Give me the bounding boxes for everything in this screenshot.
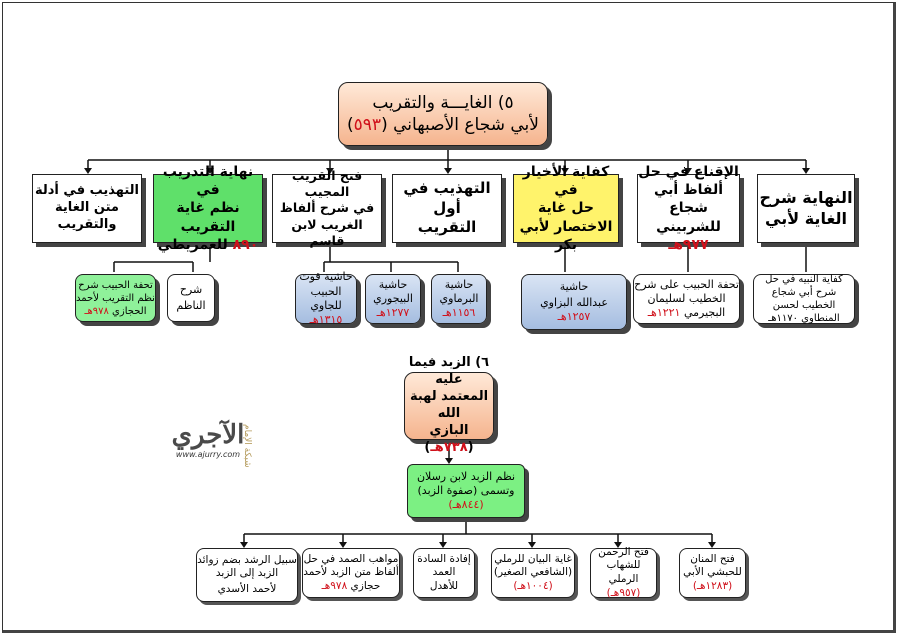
l2-tuhfa-nazm-box	[75, 274, 156, 322]
l3-rahman-year: (٩٥٧هـ)	[606, 586, 641, 599]
l2-nazim-line1: شرح	[179, 282, 203, 296]
l2-hashiyat-bazawi-box	[521, 274, 627, 330]
nazm-line1: نظم الزبد لابن رسلان	[416, 469, 516, 483]
l2-qut-line3: للجاوي	[310, 299, 342, 312]
l2-nazim-line2: الناظم	[176, 299, 206, 312]
l2-bajuri-box	[365, 274, 421, 324]
l3-mawahib-line1: مواهب الصمد في حل	[303, 552, 399, 565]
l2-kifayat-line1: كفاية النبيه في حل	[765, 274, 843, 285]
l1-tadrib-line3: ٨٩٠ للعمريطي	[157, 236, 259, 253]
l3-rahman-line1: فتح الرحمن	[598, 545, 649, 558]
l1-fath-line3: الغريب لابن قاسم	[291, 216, 363, 248]
l1-iqna-year: ٩٧٧هـ	[668, 236, 709, 253]
l2-tuhfa-line3: البجيرمي ١٢٢١هـ	[647, 306, 726, 320]
l1-tahdhib-line1: التهذيب في أول	[403, 179, 491, 217]
l1-iqna-box	[637, 164, 740, 253]
l1-adilla-line2: متن الغاية	[55, 200, 119, 216]
l1-kifaya-box	[513, 164, 619, 253]
l1-fath-line1: فتح القريب المجيب	[291, 167, 363, 200]
zubad-line2: المعتمد لهبة الله	[409, 389, 489, 421]
l1-nihaya-box	[757, 174, 855, 243]
zubad-line1: ٦) الزبد فيما عليه	[408, 355, 490, 388]
l3-ghayat-bayan-box	[491, 548, 575, 598]
l1-iqna-line3: للشربيني ٩٧٧هـ	[656, 218, 721, 253]
l3-sabil-line1: سبيل الرشد بضم زوائد	[197, 553, 297, 566]
l1-adilla-box	[32, 174, 142, 243]
l3-rahman-line2: للشهاب الرملي	[606, 559, 641, 585]
l2-kifayat-line3: الخطيب لحسن	[772, 300, 836, 311]
top-title-box	[338, 82, 548, 146]
l1-fath-line2: في شرح ألفاظ	[279, 200, 375, 216]
l2-bajuri-year: ١٢٧٧هـ	[376, 306, 410, 320]
l1-iqna-line2: ألفاظ أبي شجاع	[653, 182, 724, 217]
l3-ifadat-sada-box	[413, 548, 475, 598]
l2-barmawi-year: ١١٥٦هـ	[442, 306, 476, 320]
l2-tuhfa-line2: الخطيب لسليمان	[647, 291, 726, 305]
l1-tadrib-year: ٨٩٠	[232, 236, 259, 253]
l1-tadrib-line2: نظم غاية التقريب	[176, 200, 240, 235]
l1-nihaya-line1: النهاية شرح	[759, 187, 853, 207]
top-year: ٥٩٣	[353, 115, 382, 135]
l1-nihaya-line2: الغاية لأبي	[765, 208, 847, 228]
l3-mawahib-line3: حجازي ٩٧٨هـ	[321, 579, 381, 592]
l2-kifayat-nabih-box	[753, 274, 855, 324]
l3-ifada-line1: إفادة السادة	[417, 552, 471, 565]
l3-bayan-line1: غاية البيان للرملي	[494, 552, 572, 565]
l2-bazawi-line2: عبدالله البزاوي	[540, 295, 608, 309]
l3-mawahib-year: ٩٧٨هـ	[321, 579, 348, 592]
l3-sabil-line2: الزبد إلى الزبد	[215, 567, 279, 580]
l1-adilla-line1: التهذيب في أدلة	[35, 183, 139, 199]
l3-mawahib-samad-box	[302, 548, 400, 598]
l2-qut-line1: حاشية قوت	[299, 270, 353, 284]
l2-bazawi-line1: حاشية	[559, 279, 589, 293]
l1-kifaya-line3: الاختصار لأبي بكر	[519, 218, 613, 253]
l3-ifada-line3: للأهدل	[429, 579, 459, 592]
l1-kifaya-line1: كفاية الأخيار في	[522, 164, 610, 199]
l3-sabil-line3: لأحمد الأسدي	[217, 582, 277, 595]
ajurry-logo	[168, 420, 252, 492]
l2-tuhfa-year: ١٢٢١هـ	[647, 306, 681, 320]
l1-iqna-line1: الإقناع في حل	[638, 164, 739, 181]
top-title-line1: ٥) الغايـــة والتقريب	[372, 92, 514, 113]
l1-fath-box	[272, 167, 382, 248]
l2-bajuri-line1: حاشية	[378, 277, 408, 291]
nazm-zubad-box	[407, 464, 525, 518]
l1-tadrib-line1: نهاية التدريب في	[162, 164, 254, 199]
l2-barmawi-box	[431, 274, 487, 324]
l2-kifayat-line2: شرح أبي شجاع	[771, 287, 837, 298]
l3-fath-rahman-box	[590, 545, 657, 599]
l2-bazawi-year: ١٢٥٧هـ	[557, 310, 591, 324]
l2-tuhfa-nazm-line1: تحفة الحبيب شرح	[78, 279, 153, 291]
l2-barmawi-line1: حاشية	[444, 277, 474, 291]
l2-tuhfa-line1: تحفة الحبيب على شرح	[634, 277, 739, 291]
l3-mawahib-line2: ألفاظ متن الزبد لأحمد	[303, 566, 399, 579]
l1-kifaya-line2: حل غاية	[537, 200, 595, 217]
l2-qut-habib-box	[295, 270, 357, 327]
l2-tuhfa-nazm-line2: نظم التقريب لأحمد	[76, 292, 155, 304]
zubad-title-box	[404, 355, 494, 455]
logo-url: www.ajurry.com	[175, 450, 241, 459]
l2-qut-line2: الحبيب	[310, 284, 342, 298]
l2-tuhfa-nazm-line3: الحجازي ٩٧٨هـ	[84, 305, 147, 317]
l3-mannan-line1: فتح المنان	[690, 552, 735, 565]
l2-bajuri-line2: البيجوري	[373, 291, 413, 305]
l1-tahdhib-box	[392, 174, 502, 243]
l2-barmawi-line2: البرماوي	[439, 291, 479, 305]
top-title-line2: لأبي شجاع الأصبهاني (٥٩٣)	[347, 115, 539, 135]
l1-adilla-line3: والتقريب	[57, 216, 117, 232]
l3-sabil-rushd-box	[196, 548, 298, 602]
l2-tuhfa-nazm-year: ٩٧٨هـ	[84, 305, 109, 317]
logo-name: الآجري	[171, 420, 245, 450]
l2-sharh-nazim-box	[167, 274, 215, 322]
l2-kifayat-line4: المنطاوي ١١٧٠هـ	[768, 313, 840, 324]
l3-fath-mannan-box	[679, 548, 746, 598]
l3-bayan-year: (١٠٠٤هـ)	[513, 579, 553, 592]
l3-ifada-line2: العمد	[432, 566, 456, 579]
l1-tadrib-box	[153, 164, 263, 253]
l3-mannan-year: (١٢٨٣هـ)	[692, 579, 733, 592]
nazm-year: (٨٤٤هـ)	[448, 498, 484, 512]
l3-bayan-line2: (الشافعي الصغير)	[493, 566, 573, 579]
zubad-year: ٧٣٨هـ	[430, 439, 468, 455]
nazm-line2: وتسمى (صفوة الزبد)	[417, 483, 515, 497]
l2-tuhfat-habib-box	[633, 274, 740, 324]
l2-qut-year: ١٣١٥هـ	[309, 313, 343, 327]
zubad-line3: البازي (٧٣٨هـ)	[424, 422, 474, 455]
l1-tahdhib-line2: التقريب	[417, 218, 477, 237]
l3-mannan-line2: للحبشي الأبي	[683, 566, 742, 579]
logo-network-text: شبكة الإمام	[242, 424, 252, 468]
